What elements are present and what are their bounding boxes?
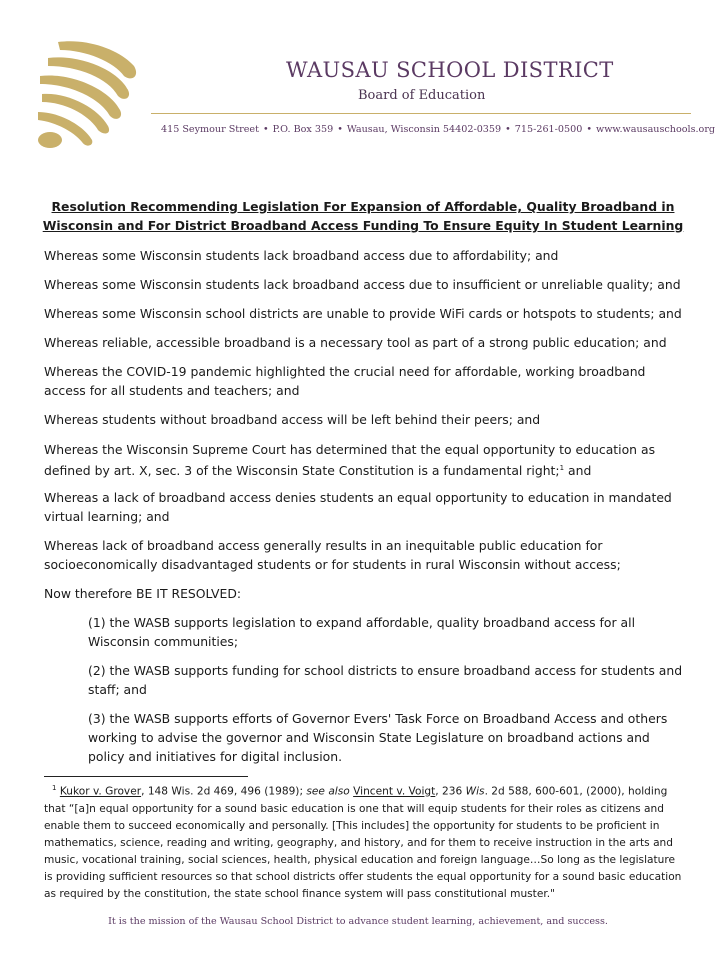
contact-street: 415 Seymour Street [161, 124, 259, 135]
letterhead-rule [151, 113, 691, 114]
bullet-separator: • [262, 124, 269, 135]
case-citation-vincent: Vincent v. Voigt [353, 785, 436, 798]
resolution-item: (2) the WASB supports funding for school districts to ensure broadband access for students and staff; and [88, 663, 683, 697]
whereas-clause: Whereas some Wisconsin students lack broadband access due to affordability; and [44, 248, 559, 263]
bullet-separator: • [505, 124, 511, 135]
bullet-separator: • [586, 124, 592, 135]
contact-city: Wausau, Wisconsin 54402-0359 [346, 124, 502, 135]
see-also: see also [306, 785, 350, 798]
case-citation-kukor: Kukor v. Grover [59, 785, 142, 798]
citation-text: , 236 [435, 785, 466, 798]
bullet-separator: • [337, 124, 343, 135]
district-name: WAUSAU SCHOOL DISTRICT [286, 58, 614, 82]
whereas-clause: Whereas some Wisconsin students lack broadband access due to insufficient or unreliable quality; and [44, 277, 681, 292]
whereas-clause-suffix: and [564, 463, 592, 479]
board-name: Board of Education [358, 88, 486, 103]
reporter-abbrev: Wis [465, 785, 485, 798]
letterhead [0, 0, 716, 160]
resolution-item: (1) the WASB supports legislation to expand affordable, quality broadband access for all Wisconsin communities; [88, 615, 636, 649]
footnote-marker[interactable]: 1 [559, 464, 565, 472]
bell-icon [28, 36, 146, 152]
whereas-clause: Whereas lack of broadband access generally results in an inequitable public education for socioeconomically disadvantaged students or for students in rural Wisconsin without access; [44, 538, 621, 572]
citation-holding: . 2d 588, 600-601, (2000), holding that “[a]n equal opportunity for a sound basic education is one that will equip students for their roles as citizens and enable them to succeed economically and personally. [This includes] the opportunity for students to be proficient in mathematics, science, reading and writing, geography, and history, and for them to receive instruction in the arts and music, vocational training, social sciences, health, physical education and foreign language…So long as the legislature is providing sufficient resources so that school districts offer students the equal opportunity for a sound basic education as required by the constitution, the state school finance system will pass constitutional muster." [44, 785, 682, 900]
contact-phone: 715-261-0500 [514, 124, 583, 135]
whereas-clause-text: Whereas the Wisconsin Supreme Court has determined that the equal opportunity to education as defined by art. X, sec. 3 of the Wisconsin State Constitution is a fundamental right; [44, 442, 656, 479]
mission-statement: It is the mission of the Wausau School District to advance student learning, achievement, and success. [108, 916, 608, 927]
contact-website[interactable]: www.wausauschools.org [596, 124, 716, 135]
citation-text: , 148 Wis. 2d 469, 496 (1989); [141, 785, 307, 798]
footnote-divider [44, 776, 248, 777]
whereas-clause: Whereas a lack of broadband access denies students an equal opportunity to education in mandated virtual learning; and [44, 490, 672, 524]
resolved-intro: Now therefore BE IT RESOLVED: [44, 586, 242, 601]
contact-line [161, 124, 715, 135]
resolution-item: (3) the WASB supports efforts of Governor Evers' Task Force on Broadband Access and others working to advise the governor and Wisconsin State Legislature on broadband actions and policy and initiatives for digital inclusion. [88, 711, 668, 764]
whereas-clause: Whereas the COVID-19 pandemic highlighted the crucial need for affordable, working broadband access for all students and teachers; and [44, 364, 646, 398]
resolution-title: Resolution Recommending Legislation For Expansion of Affordable, Quality Broadband in Wisconsin and For District Broadband Access Funding To Ensure Equity In Student Learning [42, 199, 684, 233]
whereas-clause: Whereas reliable, accessible broadband is a necessary tool as part of a strong public education; and [44, 335, 667, 350]
footnote [44, 780, 684, 903]
whereas-clause-footnoted [44, 440, 690, 480]
whereas-clause: Whereas some Wisconsin school districts are unable to provide WiFi cards or hotspots to students; and [44, 306, 682, 321]
whereas-clause: Whereas students without broadband access will be left behind their peers; and [44, 412, 541, 427]
contact-po-box: P.O. Box 359 [272, 124, 334, 135]
footnote-number: 1 [52, 784, 57, 792]
